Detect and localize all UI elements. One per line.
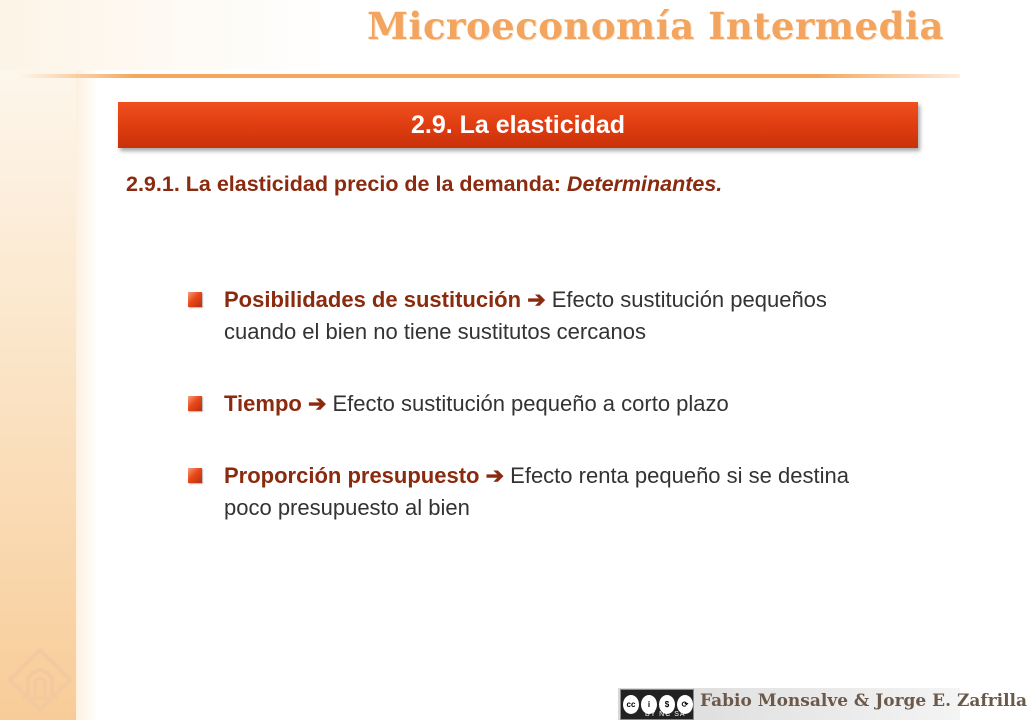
noncommercial-icon: $ — [659, 695, 675, 714]
arrow-right-icon: ➔ — [307, 391, 327, 416]
license-badge-text: BY NC SA — [645, 711, 686, 718]
subsection-title-text: 2.9.1. La elasticidad precio de la demanda: — [126, 172, 567, 196]
subsection-title-emphasis: Determinantes. — [566, 172, 723, 196]
bullet-square-icon — [188, 396, 202, 411]
left-decorative-strip — [0, 0, 76, 720]
creative-commons-badge — [620, 689, 694, 720]
bullet-square-icon — [188, 292, 202, 307]
bullet-term: Proporción presupuesto — [224, 463, 480, 488]
section-banner — [118, 102, 918, 148]
bullet-item-sustitucion — [188, 284, 888, 348]
bullet-square-icon — [188, 468, 202, 483]
course-title: Microeconomía Intermedia — [366, 4, 944, 48]
subsection-title — [126, 172, 722, 197]
bullet-item-presupuesto — [188, 460, 888, 524]
authors-credit: Fabio Monsalve & Jorge E. Zafrilla — [700, 691, 1027, 711]
cc-icon: cc — [623, 695, 639, 714]
header-divider — [20, 74, 960, 78]
bullet-text: Efecto sustitución pequeños cuando el bien no tiene sustitutos cercanos — [224, 287, 827, 344]
bullet-term: Tiempo — [224, 391, 302, 416]
arrow-right-icon: ➔ — [485, 463, 505, 488]
bullet-text: Efecto renta pequeño si se destina poco presupuesto al bien — [224, 463, 849, 520]
bullet-item-tiempo — [188, 388, 888, 420]
attribution-icon: i — [641, 695, 657, 714]
bullet-term: Posibilidades de sustitución — [224, 287, 522, 312]
left-strip-fade — [76, 0, 98, 720]
section-title: 2.9. La elasticidad — [411, 110, 625, 139]
university-logo-icon — [8, 648, 72, 712]
sharealike-icon: ⟳ — [677, 695, 693, 714]
arrow-right-icon: ➔ — [527, 287, 546, 312]
bullet-list — [188, 284, 888, 524]
bullet-text: Efecto sustitución pequeño a corto plazo — [326, 391, 729, 416]
